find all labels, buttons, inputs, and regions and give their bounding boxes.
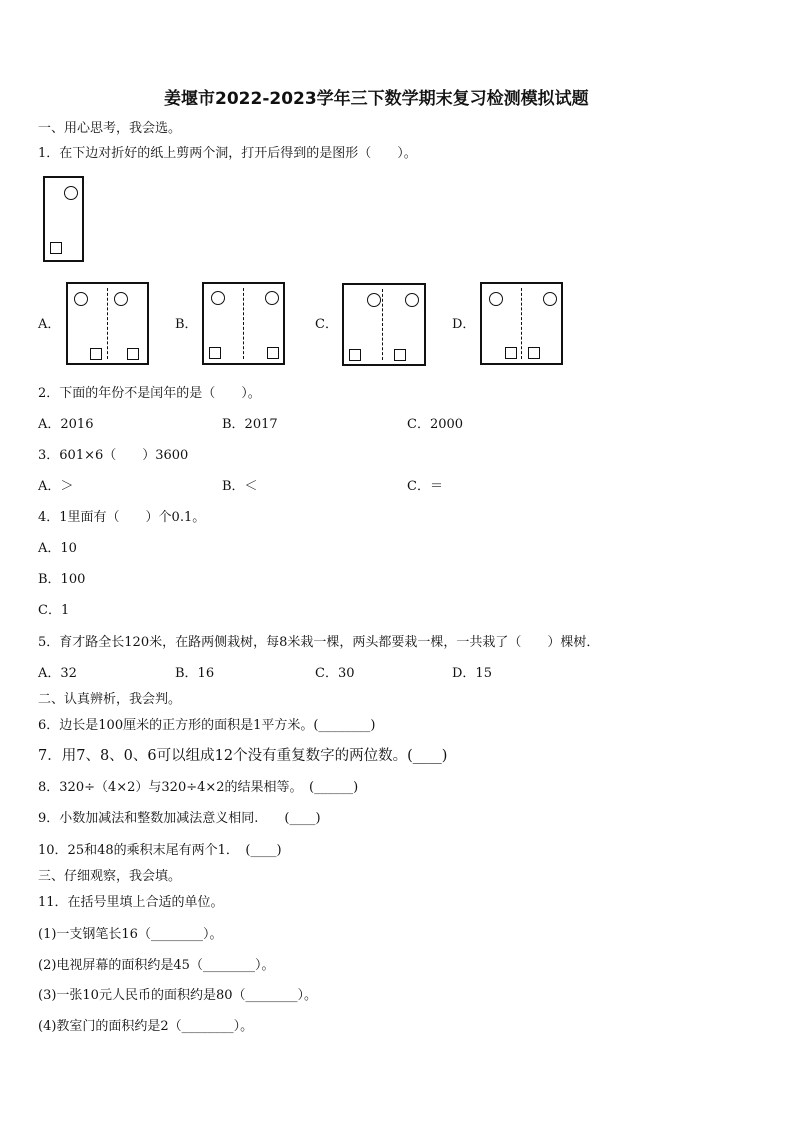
section-heading-1: 一、用心思考，我会选。: [38, 121, 182, 136]
square-hole: [267, 347, 279, 359]
q1-option-b-label[interactable]: B．: [175, 317, 198, 332]
question-1: 1．在下边对折好的纸上剪两个洞，打开后得到的是图形（ ）。: [38, 146, 417, 161]
circle-hole: [265, 291, 279, 305]
circle-hole: [74, 292, 88, 306]
square-hole: [528, 347, 540, 359]
q3-option-c[interactable]: C．＝: [407, 479, 443, 494]
q5-option-c[interactable]: C．30: [315, 666, 355, 681]
q3-option-b[interactable]: B．＜: [222, 479, 258, 494]
section-heading-2: 二、认真辨析，我会判。: [38, 692, 182, 707]
square-hole: [209, 347, 221, 359]
fold-line: [521, 288, 522, 359]
q1-option-b-figure[interactable]: [202, 282, 285, 365]
q2-option-c[interactable]: C．2000: [407, 417, 464, 432]
circle-hole: [114, 292, 128, 306]
circle-hole: [367, 293, 381, 307]
fold-line: [382, 289, 383, 360]
q11-item-1: (1)一支钢笔长16（________）。: [38, 927, 223, 942]
q2-option-a[interactable]: A．2016: [38, 417, 94, 432]
question-9: 9．小数加减法和整数加减法意义相同. (____): [38, 811, 321, 826]
q5-option-b[interactable]: B．16: [175, 666, 215, 681]
question-4: 4．1里面有（ ）个0.1。: [38, 510, 206, 525]
circle-hole: [405, 293, 419, 307]
q5-option-d[interactable]: D．15: [452, 666, 492, 681]
fold-line: [243, 288, 244, 359]
q5-option-a[interactable]: A．32: [38, 666, 77, 681]
circle-hole: [543, 292, 557, 306]
square-hole: [50, 242, 62, 254]
page-title: 姜堰市2022-2023学年三下数学期末复习检测模拟试题: [164, 89, 589, 109]
question-8: 8．320÷（4×2）与320÷4×2的结果相等。 (______): [38, 780, 359, 795]
fold-line: [107, 288, 108, 359]
q4-option-c[interactable]: C．1: [38, 603, 70, 618]
q11-item-4: (4)教室门的面积约是2（________）。: [38, 1019, 254, 1034]
question-2: 2．下面的年份不是闰年的是（ ）。: [38, 386, 261, 401]
q1-option-d-figure[interactable]: [480, 282, 563, 365]
square-hole: [127, 348, 139, 360]
q1-option-a-label[interactable]: A．: [38, 317, 61, 332]
square-hole: [90, 348, 102, 360]
section-heading-3: 三、仔细观察，我会填。: [38, 869, 182, 884]
circle-hole: [211, 291, 225, 305]
q1-option-a-figure[interactable]: [66, 282, 149, 365]
question-3: 3．601×6（ ）3600: [38, 448, 189, 463]
question-10: 10．25和48的乘积末尾有两个1． (____): [38, 843, 282, 858]
q2-option-b[interactable]: B．2017: [222, 417, 278, 432]
q4-option-b[interactable]: B．100: [38, 572, 86, 587]
square-hole: [505, 347, 517, 359]
square-hole: [394, 349, 406, 361]
question-6: 6．边长是100厘米的正方形的面积是1平方米。(________): [38, 718, 376, 733]
square-hole: [349, 349, 361, 361]
folded-paper-figure: [43, 176, 84, 262]
question-5: 5．育才路全长120米，在路两侧栽树，每8米栽一棵，两头都要栽一棵，一共栽了（ ）棵树．: [38, 635, 600, 650]
q1-option-c-figure[interactable]: [342, 283, 426, 366]
question-7: 7．用7、8、0、6可以组成12个没有重复数字的两位数。(____): [38, 748, 448, 764]
q1-option-d-label[interactable]: D．: [452, 317, 476, 332]
q11-item-3: (3)一张10元人民币的面积约是80（________）。: [38, 988, 317, 1003]
question-11: 11．在括号里填上合适的单位。: [38, 895, 224, 910]
circle-hole: [489, 292, 503, 306]
q1-option-c-label[interactable]: C．: [315, 317, 338, 332]
q3-option-a[interactable]: A．＞: [38, 479, 74, 494]
q11-item-2: (2)电视屏幕的面积约是45（________）。: [38, 958, 275, 973]
circle-hole: [64, 186, 78, 200]
q4-option-a[interactable]: A．10: [38, 541, 77, 556]
